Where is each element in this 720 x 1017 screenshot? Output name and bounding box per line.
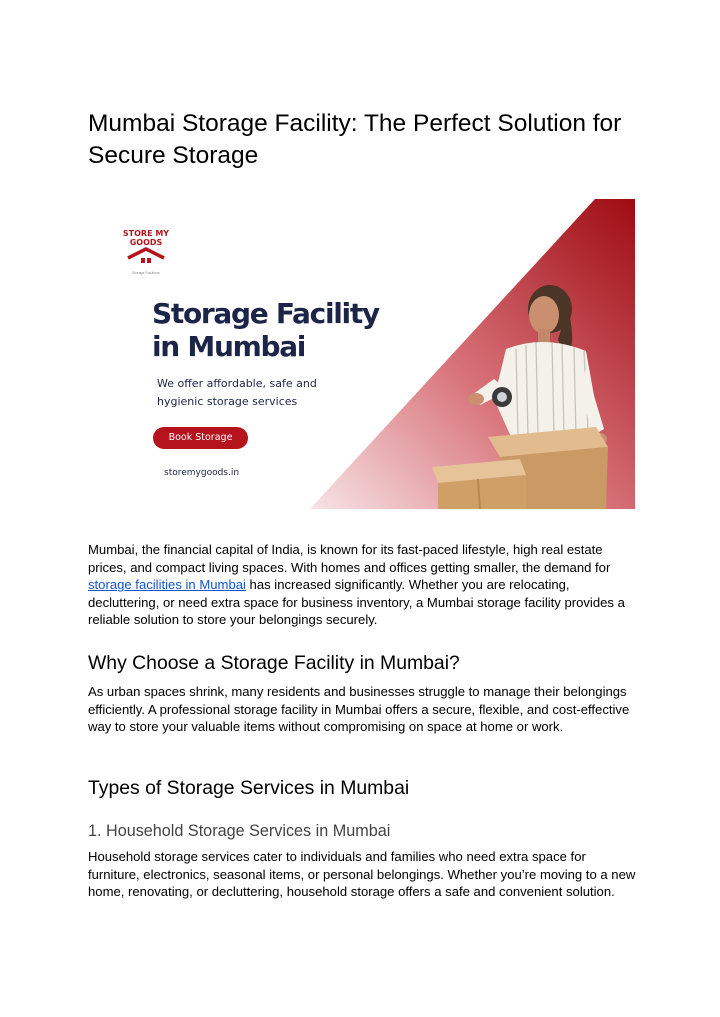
intro-paragraph: [88, 541, 640, 629]
section-heading-types: Types of Storage Services in Mumbai: [88, 777, 410, 799]
store-my-goods-logo: [118, 229, 174, 275]
banner-website: storemygoods.in: [164, 468, 240, 478]
banner-heading: Storage Facility in Mumbai: [152, 297, 379, 363]
banner-subtext: We offer affordable, safe and hygienic storage services: [157, 377, 317, 408]
subheading-household-storage: 1. Household Storage Services in Mumbai: [88, 822, 391, 840]
logo-wordmark: STORE MY GOODS: [122, 229, 170, 247]
woman-packing-box-illustration: [428, 279, 628, 509]
household-paragraph: Household storage services cater to individuals and families who need extra space for furniture, electronics, seasonal items, or personal belongings. Whether you’re moving to a new home, renovating, or decluttering, household storage offers a safe and convenient solution.: [88, 849, 636, 900]
storage-facilities-link[interactable]: storage facilities in Mumbai: [88, 577, 246, 593]
hero-banner-image: [88, 199, 635, 509]
article-title: Mumbai Storage Facility: The Perfect Solution for Secure Storage: [88, 110, 622, 169]
intro-text-end: has increased significantly. Whether you are relocating, decluttering, or need extra space for business inventory, a Mumbai storage facility provides a reliable solution to store your belongings securely.: [88, 577, 625, 628]
why-paragraph: As urban spaces shrink, many residents and businesses struggle to manage their belongings efficiently. A professional storage facility in Mumbai offers a secure, flexible, and cost-effective way to store your valuable items without compromising on space at home or work.: [88, 684, 630, 735]
logo-tagline: Storage Solutions: [132, 271, 160, 275]
intro-text-start: Mumbai, the financial capital of India, is known for its fast-paced lifestyle, high real estate prices, and compact living spaces. With homes and offices getting smaller, the demand for: [88, 542, 611, 575]
house-roof-icon: [126, 247, 166, 265]
section-heading-why: Why Choose a Storage Facility in Mumbai?: [88, 652, 460, 674]
book-storage-button: Book Storage: [153, 427, 248, 449]
